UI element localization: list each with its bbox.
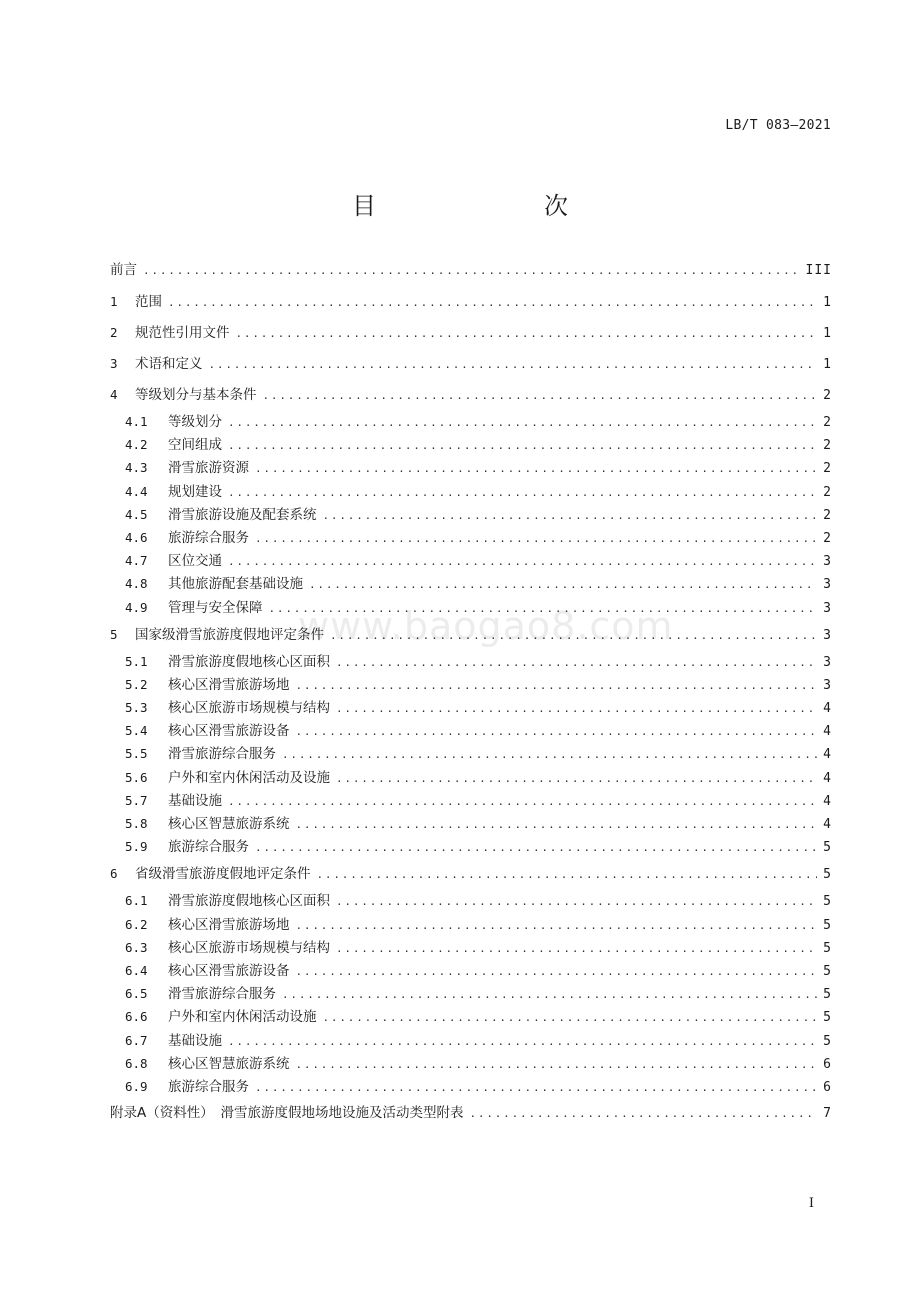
toc-entry-label: 旅游综合服务 bbox=[168, 839, 249, 856]
toc-leader-dots bbox=[209, 349, 818, 380]
toc-entry-number: 4.6 bbox=[125, 529, 148, 545]
toc-leader-dots bbox=[228, 411, 817, 434]
toc-entry-number: 6.8 bbox=[125, 1055, 148, 1071]
toc-entry-label: 等级划分 bbox=[168, 414, 222, 430]
toc-entry-label: 滑雪旅游度假地核心区面积 bbox=[168, 893, 330, 910]
toc-entry-page: 2 bbox=[823, 530, 832, 546]
toc-leader-dots bbox=[255, 1076, 817, 1099]
toc-entry-page: 2 bbox=[823, 461, 832, 477]
toc-leader-dots bbox=[228, 1030, 817, 1053]
toc-leader-dots bbox=[296, 1053, 818, 1076]
toc-entry-label: 滑雪旅游度假地核心区面积 bbox=[168, 653, 330, 670]
toc-entry-page: 2 bbox=[823, 438, 832, 454]
toc-entry[interactable] bbox=[110, 1005, 832, 1028]
toc-leader-dots bbox=[336, 890, 817, 913]
toc-entry-page: 2 bbox=[823, 388, 832, 403]
toc-entry-label: 旅游综合服务 bbox=[168, 1078, 249, 1095]
toc-entry-number: 4.2 bbox=[125, 437, 148, 453]
toc-leader-dots bbox=[336, 697, 817, 720]
toc-entry-label: 户外和室内休闲活动及设施 bbox=[168, 769, 330, 786]
toc-entry-label: 滑雪旅游设施及配套系统 bbox=[168, 506, 317, 523]
toc-entry[interactable] bbox=[110, 766, 832, 789]
toc-entry-page: 5 bbox=[823, 987, 832, 1003]
toc-entry-number: 6.1 bbox=[125, 893, 148, 909]
toc-leader-dots bbox=[228, 481, 817, 504]
toc-entry-label: 术语和定义 bbox=[135, 356, 203, 372]
watermark: www.baogao8.com bbox=[298, 604, 674, 648]
toc-entry-number: 5.6 bbox=[125, 769, 148, 785]
toc-entry-page: 5 bbox=[823, 940, 832, 956]
toc-entry-number: 2 bbox=[110, 325, 118, 340]
toc-leader-dots bbox=[296, 720, 818, 743]
toc-entry-page: 3 bbox=[823, 627, 832, 643]
toc-leader-dots bbox=[228, 790, 817, 813]
toc-leader-dots bbox=[143, 255, 800, 286]
toc-entry-label: 省级滑雪旅游度假地评定条件 bbox=[135, 866, 311, 883]
toc-entry[interactable] bbox=[110, 913, 832, 936]
toc-entry[interactable] bbox=[110, 673, 832, 696]
toc-leader-dots bbox=[228, 434, 817, 457]
toc-entry[interactable] bbox=[110, 619, 832, 650]
toc-entry-page: 6 bbox=[823, 1079, 832, 1095]
toc-entry-number: 5.8 bbox=[125, 816, 148, 831]
toc-entry-number: 6.7 bbox=[125, 1032, 148, 1048]
toc-leader-dots bbox=[296, 960, 818, 983]
toc-entry[interactable] bbox=[110, 348, 832, 379]
toc-entry[interactable] bbox=[110, 456, 832, 479]
toc-entry-number: 6.9 bbox=[125, 1078, 148, 1094]
toc-entry-page: 1 bbox=[823, 357, 832, 372]
toc-entry-label: 核心区智慧旅游系统 bbox=[168, 816, 290, 832]
page-title: 目 次 bbox=[352, 192, 608, 220]
toc-entry-page: 2 bbox=[823, 415, 832, 430]
toc-entry[interactable] bbox=[110, 1098, 832, 1129]
toc-entry-page: 4 bbox=[823, 770, 832, 786]
toc-entry-label: 范围 bbox=[135, 294, 162, 310]
toc-entry[interactable] bbox=[110, 936, 832, 959]
toc-entry-number: 3 bbox=[110, 356, 118, 371]
toc-entry[interactable] bbox=[110, 1029, 832, 1052]
toc-leader-dots bbox=[309, 573, 817, 596]
toc-entry-number: 4.4 bbox=[125, 483, 148, 499]
toc-leader-dots bbox=[323, 504, 818, 527]
toc-entry-label: 核心区旅游市场规模与结构 bbox=[168, 939, 330, 956]
toc-leader-dots bbox=[336, 651, 817, 674]
toc-entry[interactable] bbox=[110, 286, 832, 317]
toc-entry-label: 滑雪旅游综合服务 bbox=[168, 986, 276, 1003]
toc-entry[interactable] bbox=[110, 789, 832, 812]
toc-entry-label: 旅游综合服务 bbox=[168, 529, 249, 546]
toc-entry[interactable] bbox=[110, 719, 832, 742]
toc-entry-number: 4.3 bbox=[125, 460, 148, 476]
toc-entry-number: 6 bbox=[110, 866, 118, 882]
toc-entry[interactable] bbox=[110, 959, 832, 982]
toc-entry-label: 基础设施 bbox=[168, 1032, 222, 1049]
toc-entry-page: 4 bbox=[823, 724, 832, 740]
toc-entry-number: 5.3 bbox=[125, 700, 148, 716]
toc-entry-page: 4 bbox=[823, 747, 832, 763]
toc-entry-number: 6.2 bbox=[125, 916, 148, 932]
toc-entry-page: 3 bbox=[823, 654, 832, 670]
toc-entry-number: 5.7 bbox=[125, 792, 148, 808]
toc-entry-label: 滑雪旅游资源 bbox=[168, 460, 249, 477]
toc-entry-page: 7 bbox=[823, 1106, 832, 1122]
toc-leader-dots bbox=[296, 813, 818, 836]
toc-entry[interactable] bbox=[110, 835, 832, 858]
toc-leader-dots bbox=[236, 318, 818, 349]
toc-leader-dots bbox=[296, 914, 818, 937]
toc-leader-dots bbox=[228, 550, 817, 573]
toc-entry-page: 3 bbox=[823, 554, 832, 570]
toc-entry[interactable] bbox=[110, 549, 832, 572]
toc-entry-number: 4.8 bbox=[125, 576, 148, 592]
toc-entry[interactable] bbox=[110, 433, 832, 456]
toc-leader-dots bbox=[269, 597, 818, 620]
toc-entry-page: 6 bbox=[823, 1056, 832, 1072]
toc-entry[interactable] bbox=[110, 889, 832, 912]
toc-entry-number: 4 bbox=[110, 387, 118, 402]
toc-entry[interactable] bbox=[110, 1052, 832, 1075]
toc-entry-page: 5 bbox=[823, 894, 832, 910]
toc-entry-number: 5.9 bbox=[125, 839, 148, 855]
standard-code: LB/T 083—2021 bbox=[725, 118, 831, 133]
page-number-footer: I bbox=[808, 1196, 814, 1211]
toc-leader-dots bbox=[255, 836, 817, 859]
toc-entry-label: 等级划分与基本条件 bbox=[135, 387, 257, 403]
toc-entry-label: 空间组成 bbox=[168, 437, 222, 454]
toc-entry-label: 核心区滑雪旅游场地 bbox=[168, 676, 290, 693]
toc-entry-number: 5.1 bbox=[125, 653, 148, 669]
toc-entry-page: 4 bbox=[823, 817, 832, 832]
toc-leader-dots bbox=[255, 457, 817, 480]
toc-entry-label: 核心区滑雪旅游场地 bbox=[168, 916, 290, 933]
toc-entry[interactable] bbox=[110, 1075, 832, 1098]
table-of-contents bbox=[110, 255, 832, 1129]
toc-entry-page: III bbox=[805, 263, 832, 278]
toc-entry-number: 4.9 bbox=[125, 599, 148, 615]
toc-entry-label: 国家级滑雪旅游度假地评定条件 bbox=[135, 626, 324, 643]
toc-leader-dots bbox=[282, 983, 817, 1006]
toc-entry-label: 基础设施 bbox=[168, 792, 222, 809]
toc-entry-number: 1 bbox=[110, 294, 118, 309]
toc-entry-label: 规范性引用文件 bbox=[135, 325, 230, 341]
toc-entry[interactable] bbox=[110, 858, 832, 889]
toc-entry[interactable] bbox=[110, 317, 832, 348]
toc-entry-label: 前言 bbox=[110, 262, 137, 278]
toc-entry[interactable] bbox=[110, 410, 832, 433]
toc-entry-page: 5 bbox=[823, 840, 832, 856]
toc-entry-number: 4.1 bbox=[125, 414, 148, 429]
toc-entry-page: 1 bbox=[823, 295, 832, 310]
toc-entry-number: 4.7 bbox=[125, 553, 148, 569]
toc-entry-number: 6.4 bbox=[125, 962, 148, 978]
toc-entry-number: 6.3 bbox=[125, 939, 148, 955]
toc-leader-dots bbox=[330, 620, 817, 651]
toc-leader-dots bbox=[323, 1006, 818, 1029]
toc-entry[interactable] bbox=[110, 982, 832, 1005]
toc-entry-label: 核心区旅游市场规模与结构 bbox=[168, 700, 330, 717]
toc-entry[interactable] bbox=[110, 526, 832, 549]
toc-entry-label: 区位交通 bbox=[168, 553, 222, 570]
toc-entry-page: 2 bbox=[823, 507, 832, 523]
toc-entry[interactable] bbox=[110, 480, 832, 503]
toc-leader-dots bbox=[336, 767, 817, 790]
toc-entry-number: 4.5 bbox=[125, 506, 148, 522]
toc-leader-dots bbox=[255, 527, 817, 550]
toc-entry-label: 核心区滑雪旅游设备 bbox=[168, 962, 290, 979]
toc-entry[interactable] bbox=[110, 572, 832, 595]
toc-entry[interactable] bbox=[110, 696, 832, 719]
toc-leader-dots bbox=[336, 937, 817, 960]
toc-entry-page: 3 bbox=[823, 677, 832, 693]
toc-entry-page: 1 bbox=[823, 326, 832, 341]
toc-entry-number: 6.6 bbox=[125, 1009, 148, 1025]
toc-entry-label: 规划建设 bbox=[168, 483, 222, 500]
toc-entry-page: 5 bbox=[823, 1010, 832, 1026]
toc-entry-page: 2 bbox=[823, 484, 832, 500]
toc-leader-dots bbox=[282, 743, 817, 766]
toc-entry-page: 3 bbox=[823, 600, 832, 616]
toc-entry[interactable] bbox=[110, 255, 832, 286]
toc-leader-dots bbox=[317, 859, 818, 890]
toc-entry[interactable] bbox=[110, 650, 832, 673]
toc-leader-dots bbox=[469, 1098, 817, 1129]
toc-entry-label: 附录A（资料性） 滑雪旅游度假地场地设施及活动类型附表 bbox=[110, 1105, 464, 1122]
toc-entry-page: 5 bbox=[823, 867, 832, 883]
toc-entry-page: 5 bbox=[823, 963, 832, 979]
toc-entry-page: 4 bbox=[823, 793, 832, 809]
toc-entry[interactable] bbox=[110, 596, 832, 619]
toc-entry-label: 户外和室内休闲活动设施 bbox=[168, 1009, 317, 1026]
toc-leader-dots bbox=[296, 674, 818, 697]
toc-entry-label: 管理与安全保障 bbox=[168, 599, 263, 616]
toc-entry-label: 核心区滑雪旅游设备 bbox=[168, 723, 290, 740]
toc-entry-label: 核心区智慧旅游系统 bbox=[168, 1055, 290, 1072]
toc-entry-number: 5.5 bbox=[125, 746, 148, 762]
toc-entry-number: 5 bbox=[110, 626, 118, 642]
toc-entry-page: 5 bbox=[823, 1033, 832, 1049]
toc-entry-page: 3 bbox=[823, 577, 832, 593]
toc-entry-label: 滑雪旅游综合服务 bbox=[168, 746, 276, 763]
toc-entry-page: 4 bbox=[823, 701, 832, 717]
toc-leader-dots bbox=[263, 380, 818, 411]
toc-entry[interactable] bbox=[110, 379, 832, 410]
toc-entry-number: 5.2 bbox=[125, 676, 148, 692]
toc-entry-page: 5 bbox=[823, 917, 832, 933]
toc-entry[interactable] bbox=[110, 742, 832, 765]
toc-entry[interactable] bbox=[110, 503, 832, 526]
toc-entry-number: 6.5 bbox=[125, 986, 148, 1002]
toc-leader-dots bbox=[168, 287, 817, 318]
toc-entry-number: 5.4 bbox=[125, 723, 148, 739]
toc-entry-label: 其他旅游配套基础设施 bbox=[168, 576, 303, 593]
toc-entry[interactable] bbox=[110, 812, 832, 835]
